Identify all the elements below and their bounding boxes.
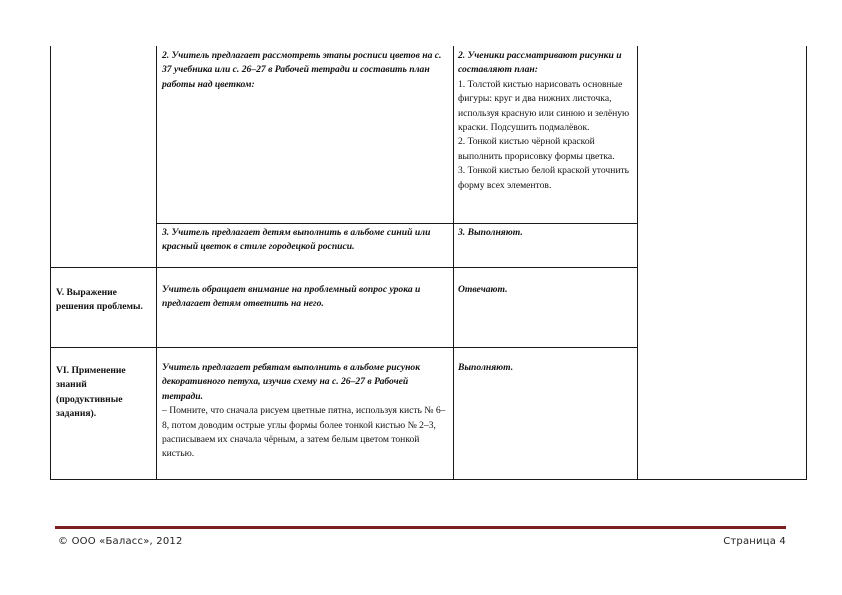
teacher-text: 2. Учитель предлагает рассмотреть этапы росписи цветов на с. 37 учебника или с. 26–27 в Рабочей тетради и составить план работы над цветком:: [162, 50, 442, 90]
table-row-2-teacher-cell: [162, 226, 448, 255]
footer-copyright: © ООО «Баласс», 2012: [58, 536, 183, 547]
table-border-teacher-right: [453, 46, 454, 480]
table-row-4-students-cell: [458, 361, 634, 375]
footer-page-number: Страница 4: [723, 536, 786, 547]
table-row-3-stage-cell: [56, 286, 152, 315]
row-divider-3: [50, 347, 638, 348]
students-text: 3. Выполняют.: [458, 227, 523, 238]
teacher-text: Учитель предлагает ребятам выполнить в альбоме рисунок декоративного петуха, изучив схему на с. 26–27 в Рабочей тетради.: [162, 362, 421, 402]
teacher-text: 3. Учитель предлагает детям выполнить в альбоме синий или красный цветок в стиле городецкой росписи.: [162, 227, 431, 253]
table-row-3-students-cell: [458, 283, 634, 297]
teacher-text: Учитель обращает внимание на проблемный вопрос урока и предлагает детям ответить на него.: [162, 284, 421, 310]
stage-title: V. Выражение решения проблемы.: [56, 287, 143, 313]
table-row-2-students-cell: [458, 226, 634, 240]
lesson-table: [50, 46, 807, 480]
students-step-2: 2. Тонкой кистью чёрной краской выполнить прорисовку формы цветка.: [458, 136, 615, 162]
table-border-left: [50, 46, 51, 480]
students-step-1: 1. Толстой кистью нарисовать основные фигуры: круг и два нижних листочка, используя красную или синюю и зелёную краски. Подсушить подмалёвок.: [458, 78, 630, 134]
footer-rule: [55, 526, 786, 529]
students-text: 2. Ученики рассматривают рисунки и составляют план:: [458, 50, 622, 76]
table-row-1-students-cell: [458, 49, 634, 193]
table-border-right: [806, 46, 807, 480]
table-border-stage-right: [156, 46, 157, 480]
stage-title: VI. Применение знаний (продуктивные задания).: [56, 365, 126, 420]
table-row-4-stage-cell: [56, 364, 152, 422]
row-divider-1: [156, 223, 638, 224]
students-text: Отвечают.: [458, 284, 508, 295]
table-border-bottom: [50, 479, 807, 480]
teacher-instruction: – Помните, что сначала рисуем цветные пятна, используя кисть № 6–8, потом доводим острые углы формы более тонкой кистью № 2–3, расписываем их сначала чёрным, а затем белым цветом тонкой кистью.: [162, 405, 446, 460]
students-text: Выполняют.: [458, 362, 514, 373]
row-divider-2: [50, 267, 638, 268]
students-step-3: 3. Тонкой кистью белой краской уточнить форму всех элементов.: [458, 165, 630, 191]
table-row-3-teacher-cell: [162, 283, 448, 312]
table-row-1-teacher-cell: [162, 49, 448, 92]
table-border-students-right: [637, 46, 638, 480]
table-row-4-teacher-cell: [162, 361, 448, 462]
